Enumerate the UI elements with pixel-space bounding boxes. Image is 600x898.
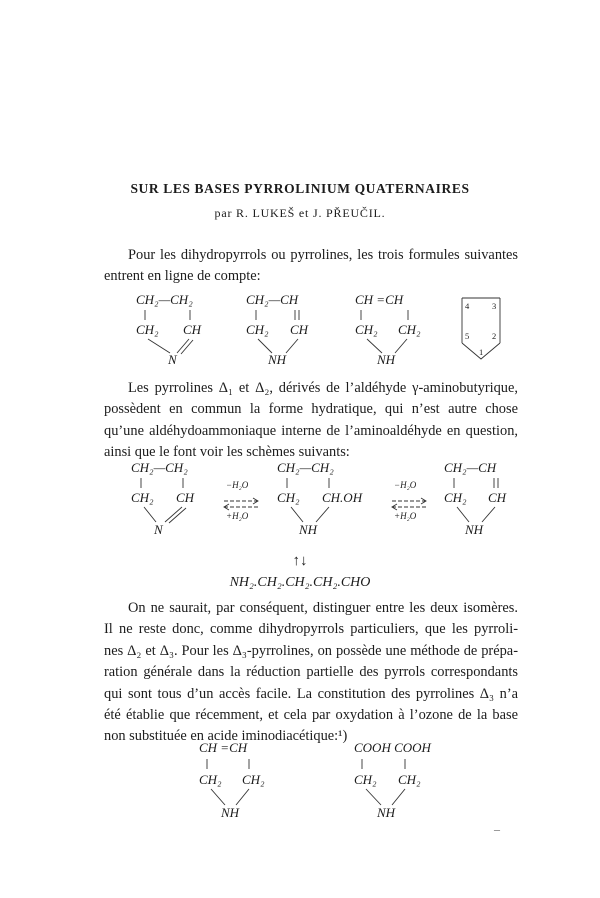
formula-mid-left: CH₂ bbox=[277, 490, 300, 505]
arrow-label-above: −H₂O bbox=[226, 480, 249, 490]
paragraph-line: On ne saurait, par conséquent, distinguer entre les deux isomères. bbox=[128, 600, 518, 616]
arrow-label-below: +H₂O bbox=[394, 511, 417, 521]
ring-position-1: 1 bbox=[479, 347, 484, 357]
paragraph-line: Pour les dihydropyrrols ou pyrrolines, les trois formules suivantes bbox=[128, 247, 518, 263]
formula-top: CH₂—CH₂ bbox=[136, 292, 193, 307]
formula-nitrogen: NH bbox=[377, 805, 396, 820]
ring-position-4: 4 bbox=[465, 301, 470, 311]
formula-mid-left: CH₂ bbox=[131, 490, 154, 505]
formula-mid-left: CH₂ bbox=[246, 322, 269, 337]
formula-nitrogen: N bbox=[168, 352, 177, 367]
paragraph-line: possèdent en commun la forme hydratique, qui n’est autre chose bbox=[104, 401, 518, 418]
paragraph-line: entrent en ligne de compte: bbox=[104, 268, 261, 285]
formula-top: CH₂—CH bbox=[246, 292, 299, 307]
article-title: SUR LES BASES PYRROLINIUM QUATERNAIRES bbox=[130, 181, 470, 196]
paragraph-1 bbox=[104, 245, 518, 288]
formula-top: CH₂—CH₂ bbox=[131, 460, 188, 475]
paragraph-line: Les pyrrolines Δ₁ et Δ₂, dérivés de l’aldéhyde γ-aminobutyrique, bbox=[128, 380, 518, 396]
formula-top: CH =CH bbox=[199, 740, 248, 755]
formula-top: COOH COOH bbox=[354, 740, 431, 755]
formula-mid-right: CH bbox=[290, 322, 309, 337]
equilibrium-arrows: ↑↓ bbox=[292, 553, 308, 569]
paragraph-line: qu’une aldéhydoammoniaque interne de l’aminoaldéhyde en question, bbox=[104, 422, 518, 439]
formula-mid-left: CH₂ bbox=[136, 322, 159, 337]
formula-top: CH =CH bbox=[355, 292, 404, 307]
paragraph-line: ainsi que le font voir les schèmes suivants: bbox=[104, 444, 350, 461]
formula-nitrogen: NH bbox=[465, 522, 484, 537]
arrow-label-below: +H₂O bbox=[226, 511, 249, 521]
formula-nitrogen: NH bbox=[377, 352, 396, 367]
paragraph-2 bbox=[104, 378, 518, 464]
paragraph-line: non substituée en acide iminodiacétique:¹) bbox=[104, 728, 348, 745]
formula-top: CH₂—CH₂ bbox=[277, 460, 334, 475]
formula-row-2-bonds bbox=[0, 460, 600, 550]
formula-mid-right: CH.OH bbox=[322, 490, 363, 505]
formula-row-3-bonds bbox=[0, 738, 600, 828]
ring-position-5: 5 bbox=[465, 331, 470, 341]
arrow-label-above: −H₂O bbox=[394, 480, 417, 490]
formula-nitrogen: N bbox=[154, 522, 163, 537]
ring-position-3: 3 bbox=[492, 301, 497, 311]
formula-mid-right: CH₂ bbox=[398, 322, 421, 337]
formula-nitrogen: NH bbox=[268, 352, 287, 367]
formula-mid-right: CH₂ bbox=[398, 772, 421, 787]
formula-mid-left: CH₂ bbox=[199, 772, 222, 787]
paragraph-3 bbox=[104, 598, 518, 748]
formula-mid-right: CH bbox=[183, 322, 202, 337]
paragraph-line: Il ne reste donc, comme dihydropyrrols particuliers, que les pyrroli- bbox=[104, 621, 518, 638]
formula-mid-right: CH bbox=[176, 490, 195, 505]
formula-row-1-bonds bbox=[0, 285, 600, 375]
formula-mid-left: CH₂ bbox=[354, 772, 377, 787]
ring-position-2: 2 bbox=[492, 331, 497, 341]
formula-mid-left: CH₂ bbox=[355, 322, 378, 337]
formula-row-2 bbox=[0, 460, 600, 550]
footer-mark: – bbox=[494, 822, 500, 836]
formula-mid-right: CH bbox=[488, 490, 507, 505]
paragraph-line: qui sont tous d’un accès facile. La constitution des pyrrolines Δ₃ n’a bbox=[104, 685, 518, 702]
formula-mid-left: CH₂ bbox=[444, 490, 467, 505]
paragraph-line: nes Δ₂ et Δ₃. Pour les Δ₃-pyrrolines, on possède une méthode de prépa- bbox=[104, 642, 518, 659]
open-chain-formula: NH₂.CH₂.CH₂.CH₂.CHO bbox=[229, 575, 371, 590]
formula-mid-right: CH₂ bbox=[242, 772, 265, 787]
article-authors: par R. LUKEŠ et J. PŘEUČIL. bbox=[214, 206, 386, 220]
formula-nitrogen: NH bbox=[221, 805, 240, 820]
formula-top: CH₂—CH bbox=[444, 460, 497, 475]
formula-row-3 bbox=[0, 738, 600, 828]
formula-nitrogen: NH bbox=[299, 522, 318, 537]
paragraph-line: ration générale dans la réduction partielle des pyrrols correspondants bbox=[104, 664, 518, 681]
paragraph-line: été établie que récemment, et cela par oxydation à l’ozone de la base bbox=[104, 707, 518, 724]
formula-row-1 bbox=[0, 285, 600, 375]
